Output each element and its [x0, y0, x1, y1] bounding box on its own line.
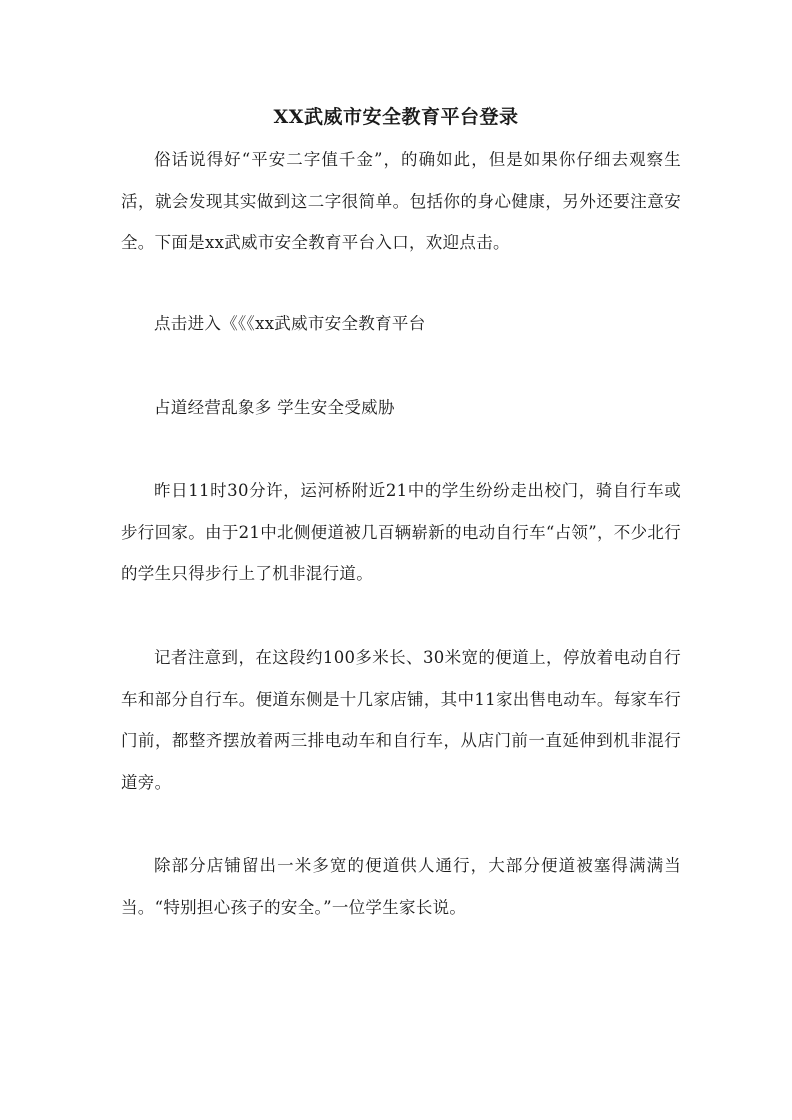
- news-paragraph-3: 除部分店铺留出一米多宽的便道供人通行，大部分便道被塞得满满当当。“特别担心孩子的安全。”一位学生家长说。: [121, 856, 681, 917]
- intro-paragraph: 俗话说得好“平安二字值千金”，的确如此，但是如果你仔细去观察生活，就会发现其实做到这二字很简单。包括你的身心健康，另外还要注意安全。下面是xx武威市安全教育平台入口，欢迎点击。: [121, 150, 681, 252]
- section-heading: 占道经营乱象多 学生安全受威胁: [154, 398, 395, 417]
- page-title: XX武威市安全教育平台登录: [273, 106, 519, 128]
- platform-entry-link[interactable]: 点击进入《《《xx武威市安全教育平台: [154, 314, 426, 333]
- news-paragraph-1: 昨日11时30分许，运河桥附近21中的学生纷纷走出校门，骑自行车或步行回家。由于21中北侧便道被几百辆崭新的电动自行车“占领”，不少北行的学生只得步行上了机非混行道。: [121, 481, 681, 583]
- news-paragraph-2: 记者注意到，在这段约100多米长、30米宽的便道上，停放着电动自行车和部分自行车。便道东侧是十几家店铺，其中11家出售电动车。每家车行门前，都整齐摆放着两三排电动车和自行车，从店门前一直延伸到机非混行道旁。: [121, 648, 681, 792]
